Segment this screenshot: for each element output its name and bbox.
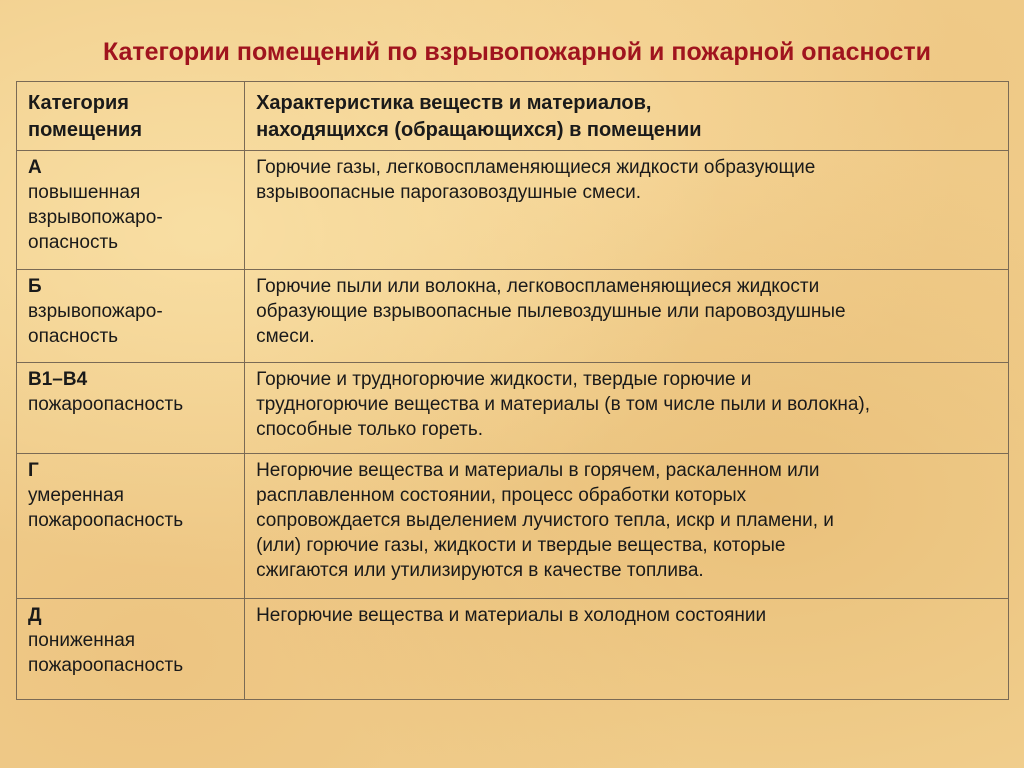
table-row bbox=[17, 599, 1009, 700]
characteristic-cell bbox=[245, 270, 1009, 363]
category-code: Г bbox=[28, 460, 39, 481]
table-row bbox=[17, 363, 1009, 454]
characteristic-text: Негорючие вещества и материалы в холодном состоянии bbox=[256, 605, 767, 626]
header-category: Категория помещения bbox=[17, 82, 245, 151]
category-description: взрывопожаро- опасность bbox=[28, 301, 163, 347]
category-cell bbox=[17, 363, 245, 454]
characteristic-text: Горючие и трудногорючие жидкости, твердые горючие и трудногорючие вещества и материалы (в том числе пыли и волокна), способные только гореть. bbox=[256, 369, 871, 440]
category-cell bbox=[17, 151, 245, 270]
characteristic-cell bbox=[245, 454, 1009, 599]
table-row bbox=[17, 454, 1009, 599]
category-cell bbox=[17, 599, 245, 700]
category-description: пожароопасность bbox=[28, 394, 184, 415]
category-code: В1–В4 bbox=[28, 369, 88, 390]
category-code: А bbox=[28, 157, 42, 178]
table-header-row bbox=[17, 82, 1009, 151]
table-row bbox=[17, 151, 1009, 270]
category-code: Б bbox=[28, 276, 42, 297]
table-row bbox=[17, 270, 1009, 363]
header-characteristic: Характеристика веществ и материалов, находящихся (обращающихся) в помещении bbox=[245, 82, 1009, 151]
characteristic-cell bbox=[245, 599, 1009, 700]
characteristic-text: Горючие газы, легковоспламеняющиеся жидкости образующие взрывоопасные парогазовоздушные смеси. bbox=[256, 157, 816, 203]
category-cell bbox=[17, 270, 245, 363]
characteristic-cell bbox=[245, 151, 1009, 270]
characteristic-cell bbox=[245, 363, 1009, 454]
categories-table bbox=[16, 81, 1009, 700]
category-code: Д bbox=[28, 605, 42, 626]
category-description: пониженная пожароопасность bbox=[28, 630, 184, 676]
characteristic-text: Горючие пыли или волокна, легковоспламеняющиеся жидкости образующие взрывоопасные пылевоздушные или паровоздушные смеси. bbox=[256, 276, 846, 347]
category-cell bbox=[17, 454, 245, 599]
category-description: повышенная взрывопожаро- опасность bbox=[28, 182, 163, 253]
characteristic-text: Негорючие вещества и материалы в горячем, раскаленном или расплавленном состоянии, процесс обработки которых сопровождается выделением лучистого тепла, искр и пламени, и (или) горючие газы, жидкости и твердые вещества, которые сжигаются или утилизируются в качестве топлива. bbox=[256, 460, 834, 581]
slide-title: Категории помещений по взрывопожарной и пожарной опасности bbox=[102, 38, 932, 66]
category-description: умеренная пожароопасность bbox=[28, 485, 184, 531]
